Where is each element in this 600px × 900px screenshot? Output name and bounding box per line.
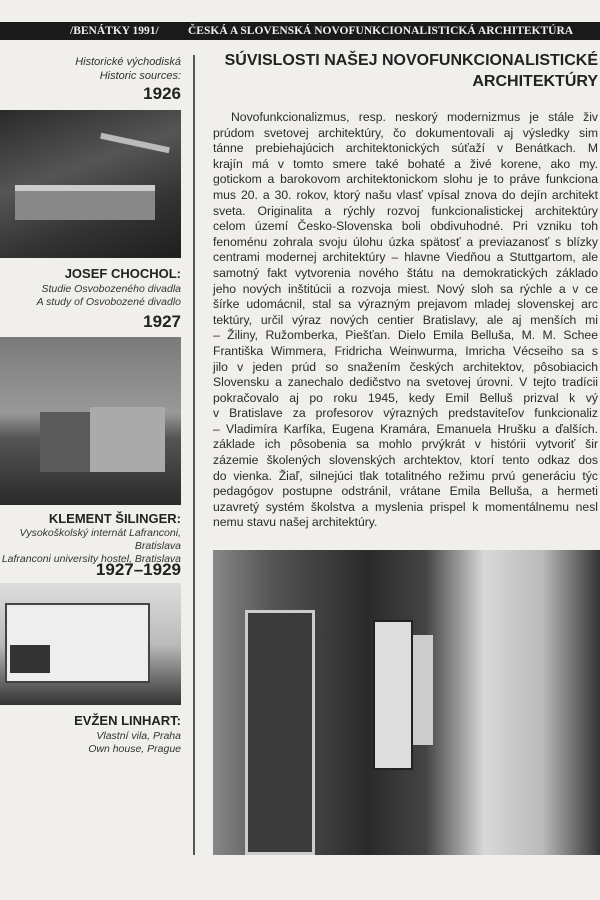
caption bbox=[0, 730, 181, 756]
caption-sk: Studie Osvobozeného divadla bbox=[41, 283, 181, 295]
body-line: jeho nových inštitúcii a rozvoja miest. Nový sloh sa rýchle a v ce bbox=[213, 281, 598, 296]
caption-en: Own house, Prague bbox=[88, 743, 181, 755]
body-line: tektúry, určil výraz nových centier Bratislavy, ale aj menších mi bbox=[213, 312, 598, 327]
caption-sk: Vlastní vila, Praha bbox=[96, 730, 181, 742]
body-line: centrami modernej architektúry – hlavne Viedňou a Stuttgartom, ale bbox=[213, 250, 598, 265]
body-line: nemu stavu našej architektúry. bbox=[213, 515, 378, 530]
caption-sk: Vysokoškolský internát Lafranconi, Bratislava bbox=[19, 527, 181, 552]
photo-chochol-theatre bbox=[0, 110, 181, 258]
body-line: mus 20. a 30. rokov, ktorý našu vlasť vpísal znova do dejín architekt bbox=[213, 187, 598, 202]
photo-linhart-villa bbox=[0, 583, 181, 705]
body-line: gotickom a barokovom architektonickom slohu je to práve funkciona bbox=[213, 172, 598, 187]
body-line: základe ich pôsobenia sa mohlo prvýkrát v histórii vytvoriť šir bbox=[213, 437, 598, 452]
body-line: pokračovalo aj po roku 1945, kedy Emil Belluš prizval k vý bbox=[213, 390, 598, 405]
architect-name: KLEMENT ŠILINGER: bbox=[48, 511, 181, 526]
year-1927-1929: 1927–1929 bbox=[95, 560, 181, 579]
body-line: uzavretý systém školstva a myslenia prispel k momentálnemu nesl bbox=[213, 499, 598, 514]
header-right: ČESKÁ A SLOVENSKÁ NOVOFUNKCIONALISTICKÁ ARCHITEKTÚRA bbox=[188, 25, 574, 37]
article-body bbox=[213, 110, 598, 531]
body-line: sveta. Originalita a rýchly rozvoj funkcionalistickej architektúry bbox=[213, 203, 598, 218]
title-line-2: ARCHITEKTÚRY bbox=[472, 73, 598, 90]
running-header bbox=[0, 22, 600, 40]
body-line: prúdom svetovej architektúry, čo dokumentovali aj výsledky sim bbox=[213, 125, 598, 140]
body-line: Slovensku a zanechalo dedičstvo na svetovej úrovni. V tejto tradícii bbox=[213, 375, 598, 390]
sidebar-intro bbox=[0, 55, 181, 83]
body-line: – Žiliny, Ružomberka, Piešťan. Dielo Emila Belluša, M. M. Schee bbox=[213, 328, 598, 343]
photo-exhibition-hall bbox=[213, 550, 600, 855]
body-line: pedagógov postupne odstránil, vrátane Emila Belluša, a hermeti bbox=[213, 484, 598, 499]
architect-name: EVŽEN LINHART: bbox=[74, 713, 181, 728]
body-line: samotný fakt vytvorenia nového štátu na demokratických základo bbox=[213, 265, 598, 280]
body-line: v Bratislave za profesorov výrazných predstaviteľov funkcionaliz bbox=[213, 406, 598, 421]
body-line: do vienka. Žiaľ, silnejúci tlak totalitného režimu prvú generáciu týc bbox=[213, 468, 598, 483]
body-line: zázemie školených slovenských archtektov, ktorí tento odkaz dos bbox=[213, 453, 598, 468]
body-line: jilo v jeden prúd so snažením českých architektov, pôsobiacich bbox=[213, 359, 598, 374]
caption bbox=[0, 283, 181, 309]
year-1926: 1926 bbox=[143, 84, 181, 103]
body-line: Františka Wimmera, Fridricha Weinwurma, Imricha Vécseiho sa s bbox=[213, 343, 598, 358]
article-title bbox=[213, 50, 598, 92]
body-line: celom území Česko-Slovenska boli obdivuhodné. Pri vzniku toh bbox=[213, 219, 598, 234]
intro-en: Historic sources: bbox=[99, 70, 181, 82]
body-line: šírke udomácnil, stal sa výrazným prejavom mladej slovenskej arc bbox=[213, 297, 598, 312]
body-line: Novofunkcionalizmus, resp. neskorý modernizmus je stále živ bbox=[231, 110, 598, 124]
body-line: fenoménu zohrala svoju úlohu úzka spätosť a previazanosť s blízky bbox=[213, 234, 598, 249]
photo-silinger-hostel bbox=[0, 337, 181, 505]
year-1927: 1927 bbox=[143, 312, 181, 331]
body-line: tánne prebiehajúcich architektonických súťaží v Benátkach. M bbox=[213, 141, 598, 156]
body-line: krajín má v tomto smere také bohaté a živé korene, ako my. bbox=[213, 156, 598, 171]
architect-name: JOSEF CHOCHOL: bbox=[64, 266, 181, 281]
caption-en: A study of Osvobozené divadlo bbox=[36, 296, 181, 308]
title-line-1: SÚVISLOSTI NAŠEJ NOVOFUNKCIONALISTICKÉ bbox=[224, 52, 598, 69]
caption-en: Lafranconi university hostel, Bratislava bbox=[1, 553, 181, 565]
body-line: – Vladimíra Karfíka, Eugena Kramára, Emanuela Hrušku a ďalších. bbox=[213, 421, 598, 436]
header-left: /BENÁTKY 1991/ bbox=[70, 25, 159, 37]
column-divider bbox=[193, 55, 195, 855]
intro-sk: Historické východiská bbox=[75, 56, 181, 68]
